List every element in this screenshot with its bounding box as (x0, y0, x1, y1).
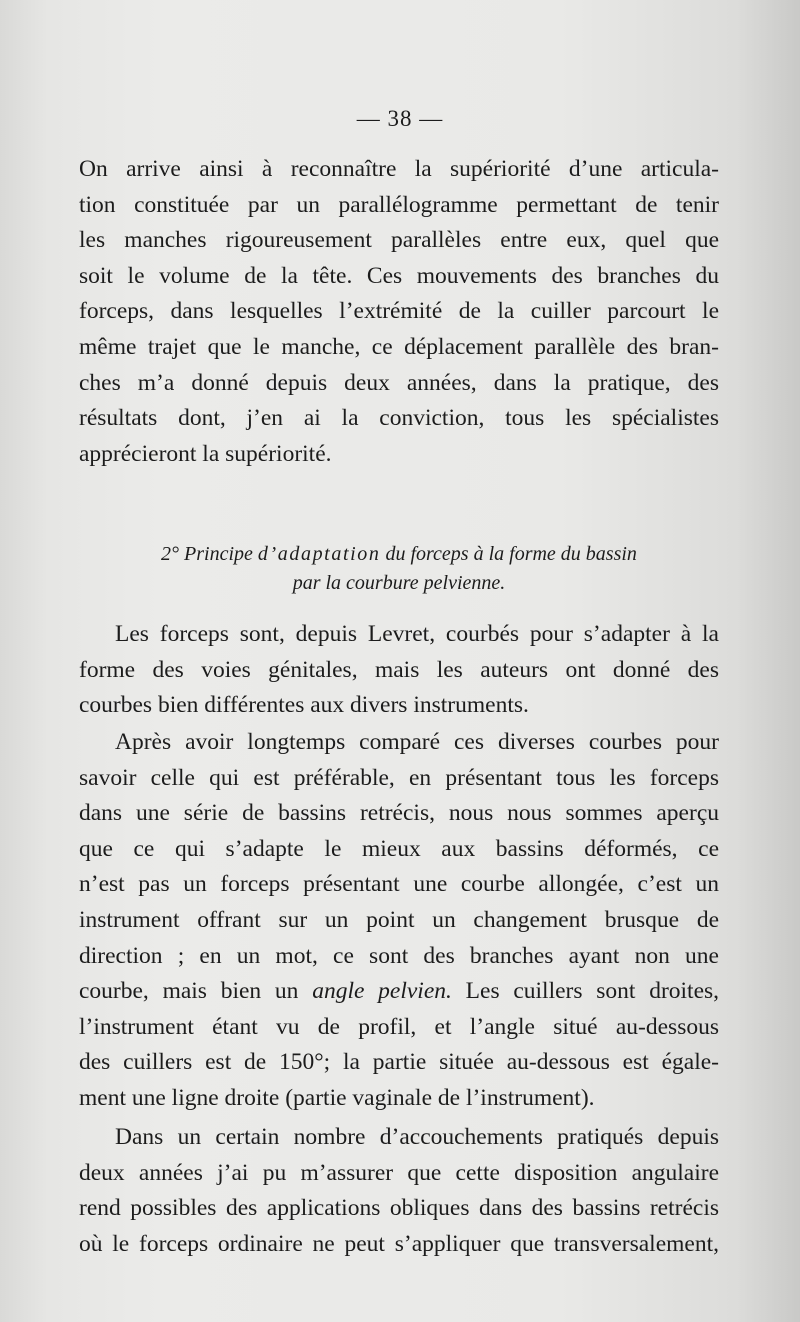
text-line: Les forceps sont, depuis Levret, courbés pour s’adapter à la (115, 621, 719, 647)
text-line: savoir celle qui est préférable, en présentant tous les forceps (79, 764, 719, 791)
text-line: deux années j’ai pu m’assurer que cette disposition angulaire (79, 1159, 719, 1186)
text-line: des cuillers est de 150°; la partie située au-dessous est égale- (79, 1049, 719, 1076)
text-line: même trajet que le manche, ce déplacement parallèle des bran- (79, 333, 719, 360)
text-segment: courbe, mais bien un (79, 978, 299, 1005)
text-line: instrument offrant sur un point un changement brusque de (79, 906, 719, 933)
text-line-with-emphasis (79, 974, 719, 1010)
text-line: ches m’a donné depuis deux années, dans la pratique, des (79, 369, 719, 396)
text-line: l’instrument étant vu de profil, et l’angle situé au-dessous (79, 1013, 719, 1040)
section-heading-spaced-word: d’adaptation (257, 543, 381, 565)
text-line: n’est pas un forceps présentant une courbe allongée, c’est un (79, 871, 719, 898)
text-line: apprécieront la supériorité. (79, 440, 332, 467)
text-line: où le forceps ordinaire ne peut s’appliquer que transversalement, (79, 1230, 719, 1257)
section-heading (79, 540, 719, 598)
text-line: direction ; en un mot, ce sont des branches ayant non une (79, 942, 719, 969)
section-number: 2° (161, 543, 180, 565)
text-line: Dans un certain nombre d’accouchements pratiqués depuis (115, 1124, 719, 1150)
text-line: soit le volume de la tête. Ces mouvements des branches du (79, 262, 719, 289)
emphasized-term: angle pelvien. (312, 978, 452, 1005)
text-line: forme des voies génitales, mais les auteurs ont donné des (79, 656, 719, 683)
text-line: résultats dont, j’en ai la conviction, tous les spécialistes (79, 405, 719, 432)
text-line: On arrive ainsi à reconnaître la supériorité d’une articula- (79, 156, 719, 182)
section-heading-line-2: par la courbure pelvienne. (292, 572, 506, 594)
paragraph-3 (79, 725, 719, 1117)
page-number: — 38 — (356, 106, 444, 131)
text-line: les manches rigoureusement parallèles entre eux, quel que (79, 227, 719, 254)
text-line: forceps, dans lesquelles l’extrémité de la cuiller parcourt le (79, 298, 719, 325)
paragraph-1 (79, 152, 719, 472)
text-line: rend possibles des applications obliques dans des bassins retrécis (79, 1195, 719, 1222)
text-segment: Les cuillers sont droites, (465, 978, 720, 1005)
paragraph-2 (79, 617, 719, 724)
text-line: dans une série de bassins retrécis, nous nous sommes aperçu (79, 800, 719, 827)
section-heading-line-1 (79, 540, 719, 569)
text-line: que ce qui s’adapte le mieux aux bassins déformés, ce (79, 835, 719, 862)
paragraph-4 (79, 1120, 719, 1262)
text-line: courbes bien différentes aux divers instruments. (79, 692, 529, 719)
section-heading-prefix: Principe (184, 543, 253, 565)
section-heading-rest: du forceps à la forme du bassin (385, 543, 637, 565)
text-line: ment une ligne droite (partie vaginale de l’instrument). (79, 1084, 595, 1111)
text-line: tion constituée par un parallélogramme permettant de tenir (79, 191, 719, 218)
text-line: Après avoir longtemps comparé ces diverses courbes pour (115, 729, 719, 755)
